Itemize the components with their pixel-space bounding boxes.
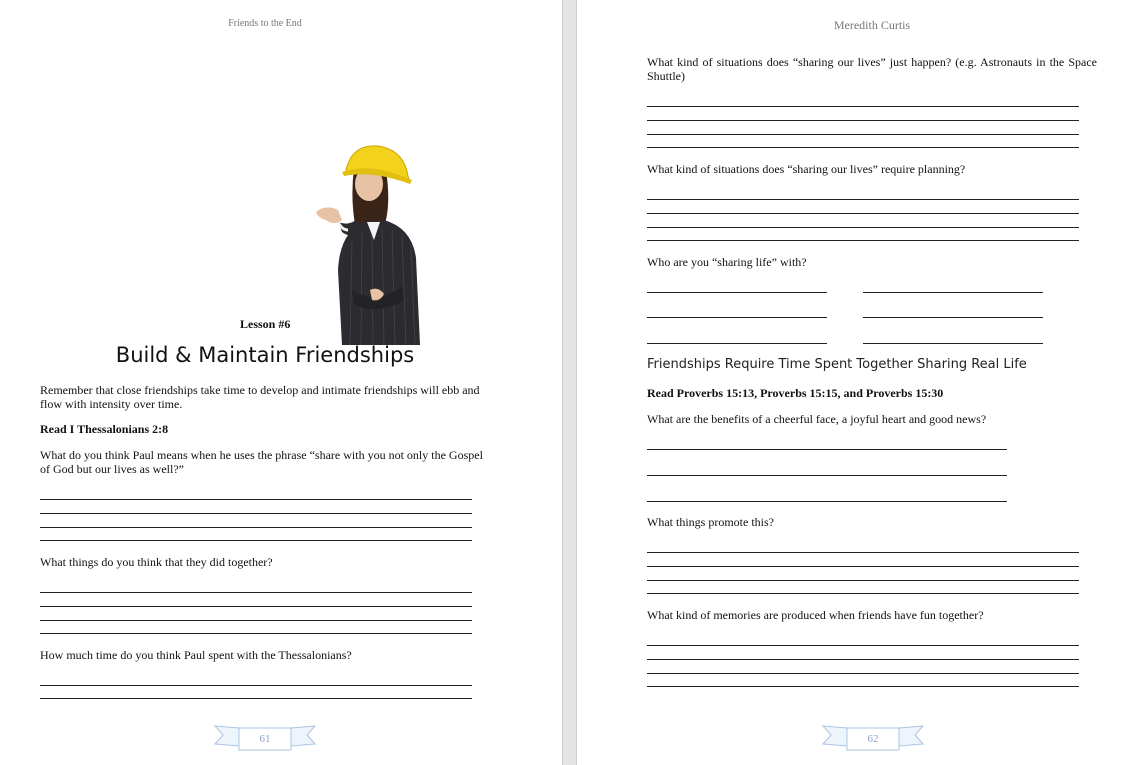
- page-gutter: [562, 0, 577, 765]
- answer-line[interactable]: [40, 620, 472, 621]
- answer-line[interactable]: [40, 592, 472, 593]
- answer-line[interactable]: [647, 106, 1079, 107]
- page-number-ribbon: [213, 722, 317, 752]
- page-title: Build & Maintain Friendships: [115, 343, 415, 367]
- question-text: What do you think Paul means when he uses the phrase “share with you not only the Gospel of God but our lives as well?”: [40, 448, 483, 476]
- answer-line[interactable]: [863, 292, 1043, 293]
- answer-line[interactable]: [647, 449, 1007, 450]
- question-text: Who are you “sharing life” with?: [647, 255, 807, 269]
- answer-line[interactable]: [647, 292, 827, 293]
- answer-line[interactable]: [40, 527, 472, 528]
- answer-line[interactable]: [40, 606, 472, 607]
- answer-line[interactable]: [40, 698, 472, 699]
- answer-line[interactable]: [40, 513, 472, 514]
- lesson-label: Lesson #6: [240, 317, 291, 331]
- answer-line[interactable]: [40, 540, 472, 541]
- page-number-ribbon: [821, 722, 925, 752]
- answer-line[interactable]: [647, 240, 1079, 241]
- left-running-head: Friends to the End: [228, 18, 302, 29]
- right-page: [577, 0, 1127, 765]
- answer-line[interactable]: [863, 343, 1043, 344]
- question-text: How much time do you think Paul spent with the Thessalonians?: [40, 648, 352, 662]
- answer-line[interactable]: [647, 645, 1079, 646]
- scripture-ref: Read I Thessalonians 2:8: [40, 422, 169, 436]
- answer-line[interactable]: [647, 227, 1079, 228]
- intro-text: Remember that close friendships take time to develop and intimate friendships will ebb and flow with intensity over time.: [40, 383, 480, 411]
- scripture-ref: Read Proverbs 15:13, Proverbs 15:15, and Proverbs 15:30: [647, 386, 944, 400]
- answer-line[interactable]: [647, 686, 1079, 687]
- right-running-head: Meredith Curtis: [833, 18, 911, 32]
- answer-line[interactable]: [647, 475, 1007, 476]
- question-text: What things do you think that they did together?: [40, 555, 273, 569]
- answer-line[interactable]: [647, 147, 1079, 148]
- answer-line[interactable]: [647, 501, 1007, 502]
- left-page: [0, 0, 562, 765]
- answer-line[interactable]: [647, 343, 827, 344]
- answer-line[interactable]: [647, 213, 1079, 214]
- section-heading: Friendships Require Time Spent Together Sharing Real Life: [647, 357, 1027, 372]
- answer-line[interactable]: [647, 659, 1079, 660]
- woman-hard-hat-illustration: [312, 140, 430, 345]
- answer-line[interactable]: [647, 317, 827, 318]
- question-text: What kind of situations does “sharing our lives” just happen? (e.g. Astronauts in the Space Shuttle): [647, 55, 1097, 83]
- answer-line[interactable]: [647, 552, 1079, 553]
- answer-line[interactable]: [647, 120, 1079, 121]
- question-text: What kind of memories are produced when friends have fun together?: [647, 608, 984, 622]
- answer-line[interactable]: [40, 499, 472, 500]
- answer-line[interactable]: [647, 134, 1079, 135]
- question-text: What things promote this?: [647, 515, 774, 529]
- page-number: 61: [259, 733, 271, 745]
- answer-line[interactable]: [647, 593, 1079, 594]
- answer-line[interactable]: [647, 566, 1079, 567]
- answer-line[interactable]: [40, 633, 472, 634]
- question-text: What are the benefits of a cheerful face, a joyful heart and good news?: [647, 412, 987, 426]
- answer-line[interactable]: [647, 199, 1079, 200]
- answer-line[interactable]: [40, 685, 472, 686]
- page-number: 62: [867, 733, 879, 745]
- answer-line[interactable]: [647, 673, 1079, 674]
- answer-line[interactable]: [647, 580, 1079, 581]
- question-text: What kind of situations does “sharing our lives” require planning?: [647, 162, 966, 176]
- answer-line[interactable]: [863, 317, 1043, 318]
